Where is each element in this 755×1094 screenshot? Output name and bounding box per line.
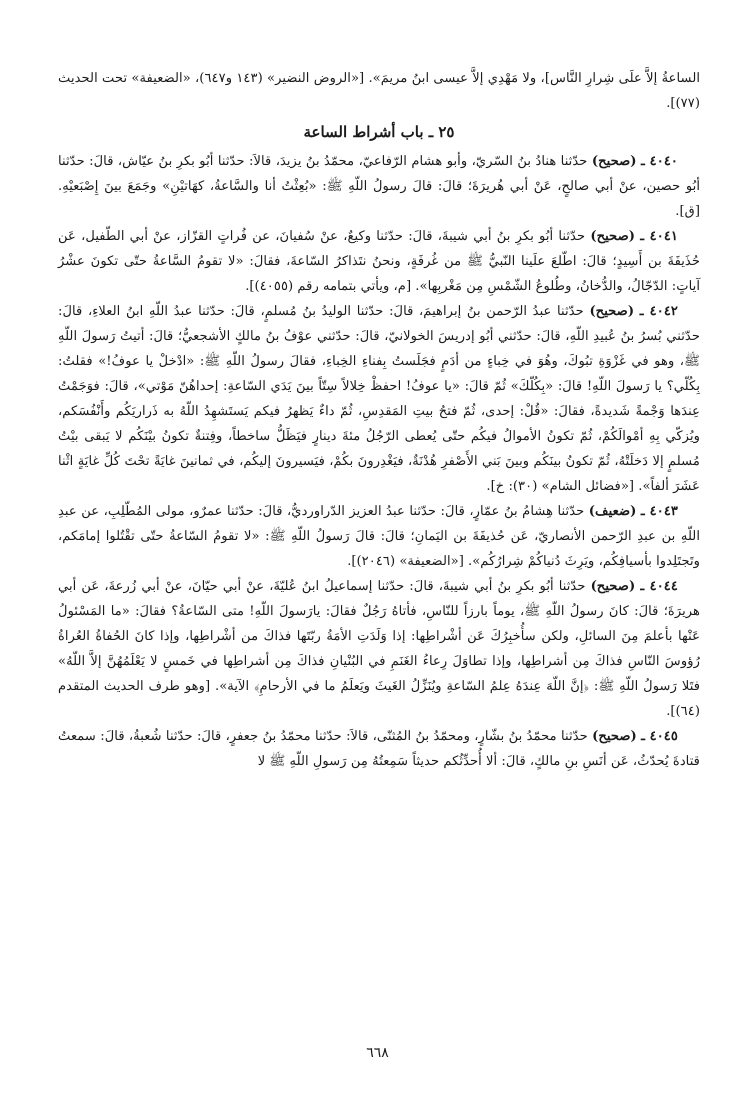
chapter-title: ٢٥ ـ باب أشراط الساعة [303,123,455,141]
hadith-4041 [58,224,700,299]
hadith-text: حدّثنا محمّدُ بنُ بشّارٍ، ومحمّدُ بنُ المُثنّى، قالاَ: حدّثنا محمّدُ بنُ جعفرٍ، قالَ: حدّثنا شُعبةُ، قالَ: سمعتُ قتادةَ يُحدّثُ، عَن أنَسِ بنِ مالكٍ، قالَ: ألا أُحدِّثُكم حديثاً سَمِعتُهُ مِن رَسولِ اللّهِ ﷺ لا [58,729,700,769]
hadith-grade: (صحيح) [590,229,636,244]
hadith-4043 [58,499,700,574]
hadith-grade: (صحيح) [590,579,636,594]
page-body [58,66,700,774]
hadith-number: ٤٠٤٢ ـ [639,304,678,319]
hadith-text: حدّثنا أبُو بكرِ بنُ أبي شيبةَ، قالَ: حدّثنا وكيعٌ، عنْ سُفيانَ، عن فُراتٍ القزّاز، عنْ أبي الطّفيل، عَن حُذَيفَةَ بن أَسِيدٍ؛ قالَ: اطّلعَ علَينا النّبيُّ ﷺ من غُرفَةٍ، ونحنُ نتَذاكرُ السّاعةَ، فقالَ: «لا تقومُ السَّاعةُ حتّى تكونَ عشْرُ آياتٍ: الدّجّالُ، والدُّخانُ، وطُلوعُ الشّمْسِ مِن مَغْربِها». [م، ويأتي بتمامه رقم (٤٠٥٥)]. [58,229,700,294]
hadith-number: ٤٠٤٠ ـ [640,154,678,169]
hadith-4040 [58,149,700,224]
hadith-grade: (صحيح) [591,154,637,169]
hadith-grade: (صحيح) [592,729,637,744]
hadith-4045 [58,724,700,774]
hadith-text: حدّثنا هِشامُ بنُ عمّارٍ، قالَ: حدّثنا عبدُ العزيز الدّراورديُّ، قالَ: حدّثنا عمرٌو، مولى المُطّلِبِ، عن عبدِ اللّهِ بن عبدِ الرّحمن الأنصاريّ، عَن حُذيفَةَ بن اليَمانِ؛ قالَ: قالَ رَسولُ اللّهِ ﷺ: «لا تقومُ السّاعةُ حتّى تقْتُلوا إمامَكم، وتَجتَلِدوا بأسيافِكُم، ويَرِثَ دُنياكُمْ شِرارُكُم». [«الضعيفة» (٢٠٤٦)]. [58,504,700,569]
hadith-4042 [58,299,700,499]
continuation-text: الساعةُ إلاَّ علَى شِرارِ النَّاس]، ولا مَهْدِي إلاَّ عيسى ابنُ مريمَ». [«الروض النضير» (١٤٣ و٦٤٧)، «الضعيفة» تحت الحديث (٧٧)]. [58,71,700,111]
hadith-text: حدّثنا أبُو بكرِ بنُ أبي شيبةَ، قالَ: حدّثنا إسماعيلُ ابنُ عُليّةَ، عنْ أبي حيّانَ، عنْ أبي زُرعةَ، عَن أبي هريرَةَ؛ قالَ: كانَ رسولُ اللّهِ ﷺ، يوماً بارزاً للنّاسِ، فأتاهُ رَجُلٌ فقالَ: يارَسولَ اللّهِ! متى السّاعةُ؟ فقالَ: «ما المَسْئولُ عَنْها بأعلمَ مِنَ السائلِ، ولكن سأُخبِرُكَ عَن أشْراطِها: إذا وَلَدَتِ الأمَةُ ربّتَها فذاكَ من أشْراطِها، وإذا كانَ الحُفاةُ العُراةُ رُؤوسَ النّاسِ فذاكَ مِن أشراطِها، وإذا تطاوَلَ رِعاءُ الغَنَمِ في البُنْيانِ فذاكَ مِن أشراطِها في خَمسٍ لا يَعْلَمُهُنَّ إلاَّ اللّهُ» فتَلا رَسولُ اللّهِ ﷺ: ﴿إنَّ اللّهَ عِندَهُ عِلمُ السّاعةِ ويُنَزِّلُ الغَيثَ ويَعلَمُ ما في الأرحامِ﴾ الآية». [وهو طرف الحديث المتقدم (٦٤)]. [58,579,700,719]
hadith-number: ٤٠٤١ ـ [640,229,678,244]
hadith-grade: (صحيح) [589,304,635,319]
hadith-text: حدّثنا عبدُ الرّحمن بنُ إبراهيمَ، قالَ: حدّثنا الوليدُ بنُ مُسلمٍ، قالَ: حدّثنا عبدُ اللّهِ ابنُ العلاءِ، قالَ: حدّثني بُسرُ بنُ عُبيدِ اللّهِ، قالَ: حدّثني أبُو إدريسَ الخولانيّ، قالَ: حدّثني عوْفُ بنُ مالكٍ الأشجعيُّ؛ قالَ: أتيتُ رَسولَ اللّهِ ﷺ، وهو في غَزْوَةِ تبُوكَ، وهُوَ في خِباءٍ من أدَمٍ فجَلَستُ بِفناءِ الخِباءِ، فقالَ رسولُ اللّهِ ﷺ: «ادْخلْ يا عوفُ!» فقلتُ: بِكُلّي؟ يا رَسولَ اللّهِ! قالَ: «بِكُلّكَ» ثُمّ قالَ: «يا عوفُ! احفظْ خِلالاً سِتّاً بينَ يَدَي السّاعةِ: إحداهُنّ مَوْتي»، قالَ: فوَجَمْتُ عِندَها وَجْمةً شَديدةً، فقالَ: «قُلْ: إحدى، ثُمّ فتحُ بيتِ المَقدِسِ، ثُمّ داءٌ يَظهرُ فيكم يَستَشهِدُ اللّهُ به ذَراريَكُم وأَنْفُسَكم، ويُزكّي بِهِ أمْوالَكُمْ، ثُمّ تكونُ الأموالُ فيكُم حتّى يُعطى الرّجُلُ مئةَ دينارٍ فيَظَلُّ ساخطاً، وفِتنةٌ تكونُ بيْنَكُم لا يَبقى بيْتُ مُسلمٍ إلا دَخلَتْهُ، ثُمّ تكونُ بينَكُم وبينَ بَني الأَصْفرِ هُدْنَةٌ، فيَغْدِرونَ بكُمْ، فيَسيرونَ إليكُم، في ثمانينَ غايَةً تحْتَ كُلِّ غايَةٍ اثْنا عَشَرَ ألفاً». [«فضائل الشام» (٣٠): خ]. [58,304,700,494]
hadith-number: ٤٠٤٥ ـ [641,729,678,744]
hadith-4044 [58,574,700,724]
page-number: ٦٦٨ [366,1045,389,1061]
hadith-text: حدّثنا هنادُ بنُ السّريّ، وأبو هشام الرّفاعيّ، محمّدُ بنُ يزيدَ، قالاَ: حدّثنا أبُو بكرِ بنُ عيّاش، قالَ: حدّثنا أبُو حصين، عنْ أبي صالحٍ، عَنْ أبي هُريرَةَ؛ قالَ: قالَ رسولُ اللّهِ ﷺ: «بُعِثْتُ أنا والسَّاعةُ، كهَاتيْنِ» وجَمَعَ بينَ إِصْبَعيْهِ. [ق]. [58,154,700,219]
hadith-number: ٤٠٤٣ ـ [640,504,678,519]
hadith-grade: (ضعيف) [588,504,637,519]
hadith-number: ٤٠٤٤ ـ [640,579,678,594]
